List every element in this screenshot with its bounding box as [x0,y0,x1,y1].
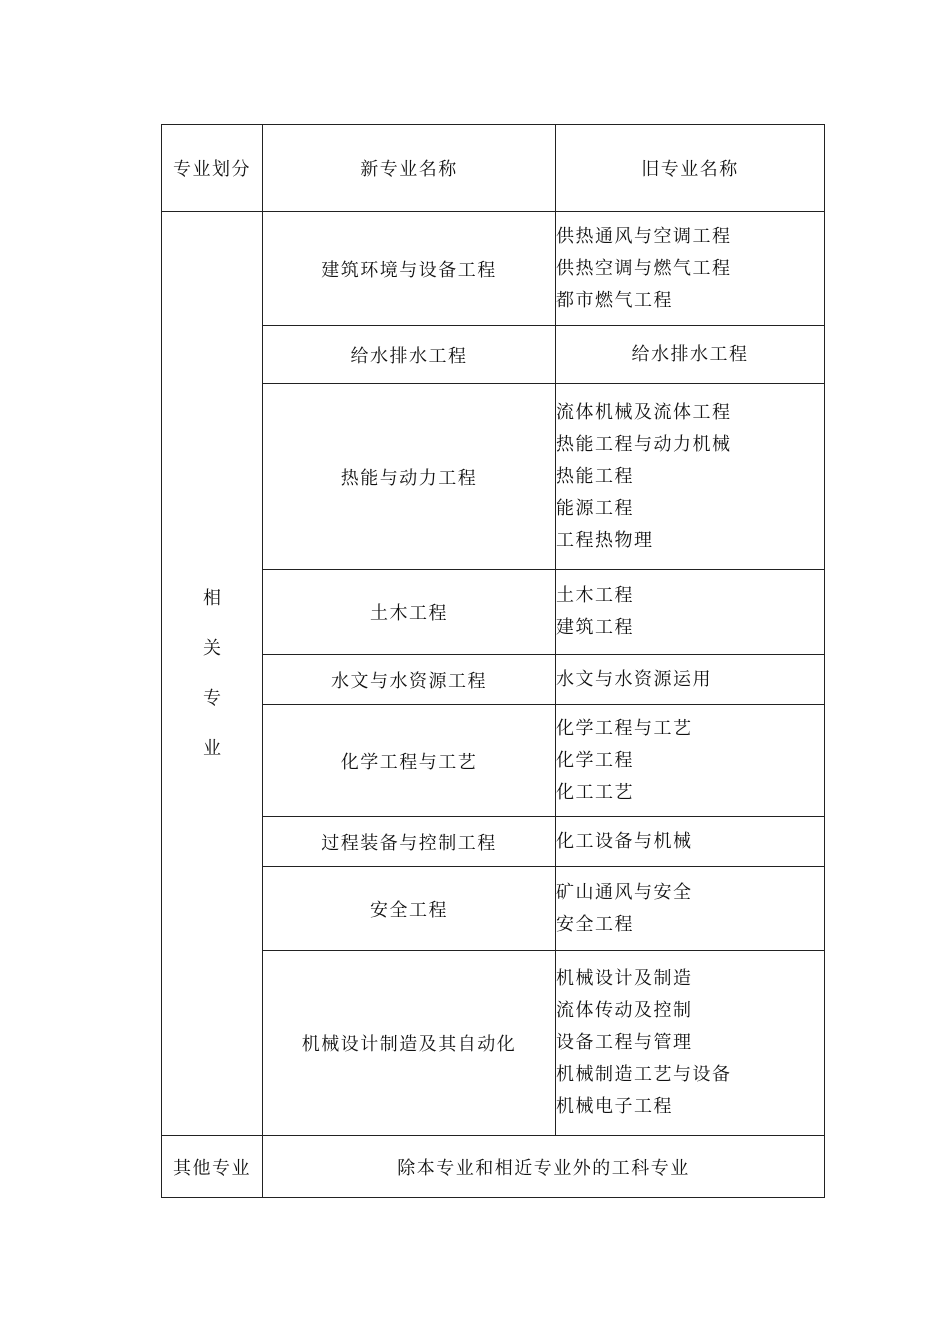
old-major-item: 安全工程 [556,913,634,935]
old-major-names [556,817,825,867]
related-label-char: 业 [203,737,221,759]
old-major-item: 化工设备与机械 [556,830,693,852]
new-major-name: 热能与动力工程 [263,384,556,570]
old-major-item: 供热空调与燃气工程 [556,257,732,279]
header-old-name: 旧专业名称 [556,125,825,212]
header-row [162,125,825,212]
related-label-char: 专 [203,687,221,709]
table-row [162,212,825,326]
old-major-names [556,655,825,705]
old-major-item: 矿山通风与安全 [556,881,693,903]
other-row [162,1136,825,1198]
new-major-name: 给水排水工程 [263,326,556,384]
new-major-name: 水文与水资源工程 [263,655,556,705]
old-major-item: 机械制造工艺与设备 [556,1064,732,1085]
old-major-names [556,326,825,384]
old-major-item: 能源工程 [556,497,634,519]
new-major-name: 土木工程 [263,570,556,655]
old-major-item: 供热通风与空调工程 [556,225,732,247]
related-category-cell [162,212,263,1136]
other-description: 除本专业和相近专业外的工科专业 [263,1136,825,1198]
header-new-name: 新专业名称 [263,125,556,212]
old-major-item: 给水排水工程 [631,343,749,365]
old-major-item: 热能工程 [556,465,634,487]
new-major-name: 化学工程与工艺 [263,705,556,817]
new-major-name: 机械设计制造及其自动化 [263,951,556,1136]
old-major-item: 机械设计及制造 [556,968,693,989]
old-major-names [556,951,825,1136]
related-label-char: 关 [203,637,221,659]
header-category: 专业划分 [162,125,263,212]
new-major-name: 建筑环境与设备工程 [263,212,556,326]
old-major-item: 化学工程 [556,749,634,771]
old-major-item: 机械电子工程 [556,1096,673,1117]
old-major-item: 土木工程 [556,585,634,606]
old-major-item: 建筑工程 [556,617,634,638]
old-major-item: 流体传动及控制 [556,1000,693,1021]
new-major-name: 过程装备与控制工程 [263,817,556,867]
old-major-item: 化工工艺 [556,781,634,803]
other-category: 其他专业 [162,1136,263,1198]
old-major-item: 化学工程与工艺 [556,717,693,739]
related-label-char: 相 [203,587,221,609]
old-major-names [556,212,825,326]
old-major-item: 设备工程与管理 [556,1032,693,1053]
old-major-item: 工程热物理 [556,529,654,551]
major-table [161,124,825,1198]
old-major-item: 水文与水资源运用 [556,668,712,690]
old-major-names [556,867,825,951]
new-major-name: 安全工程 [263,867,556,951]
old-major-names [556,384,825,570]
old-major-names [556,570,825,655]
old-major-item: 流体机械及流体工程 [556,401,732,423]
old-major-item: 都市燃气工程 [556,289,673,311]
old-major-item: 热能工程与动力机械 [556,433,732,455]
old-major-names [556,705,825,817]
